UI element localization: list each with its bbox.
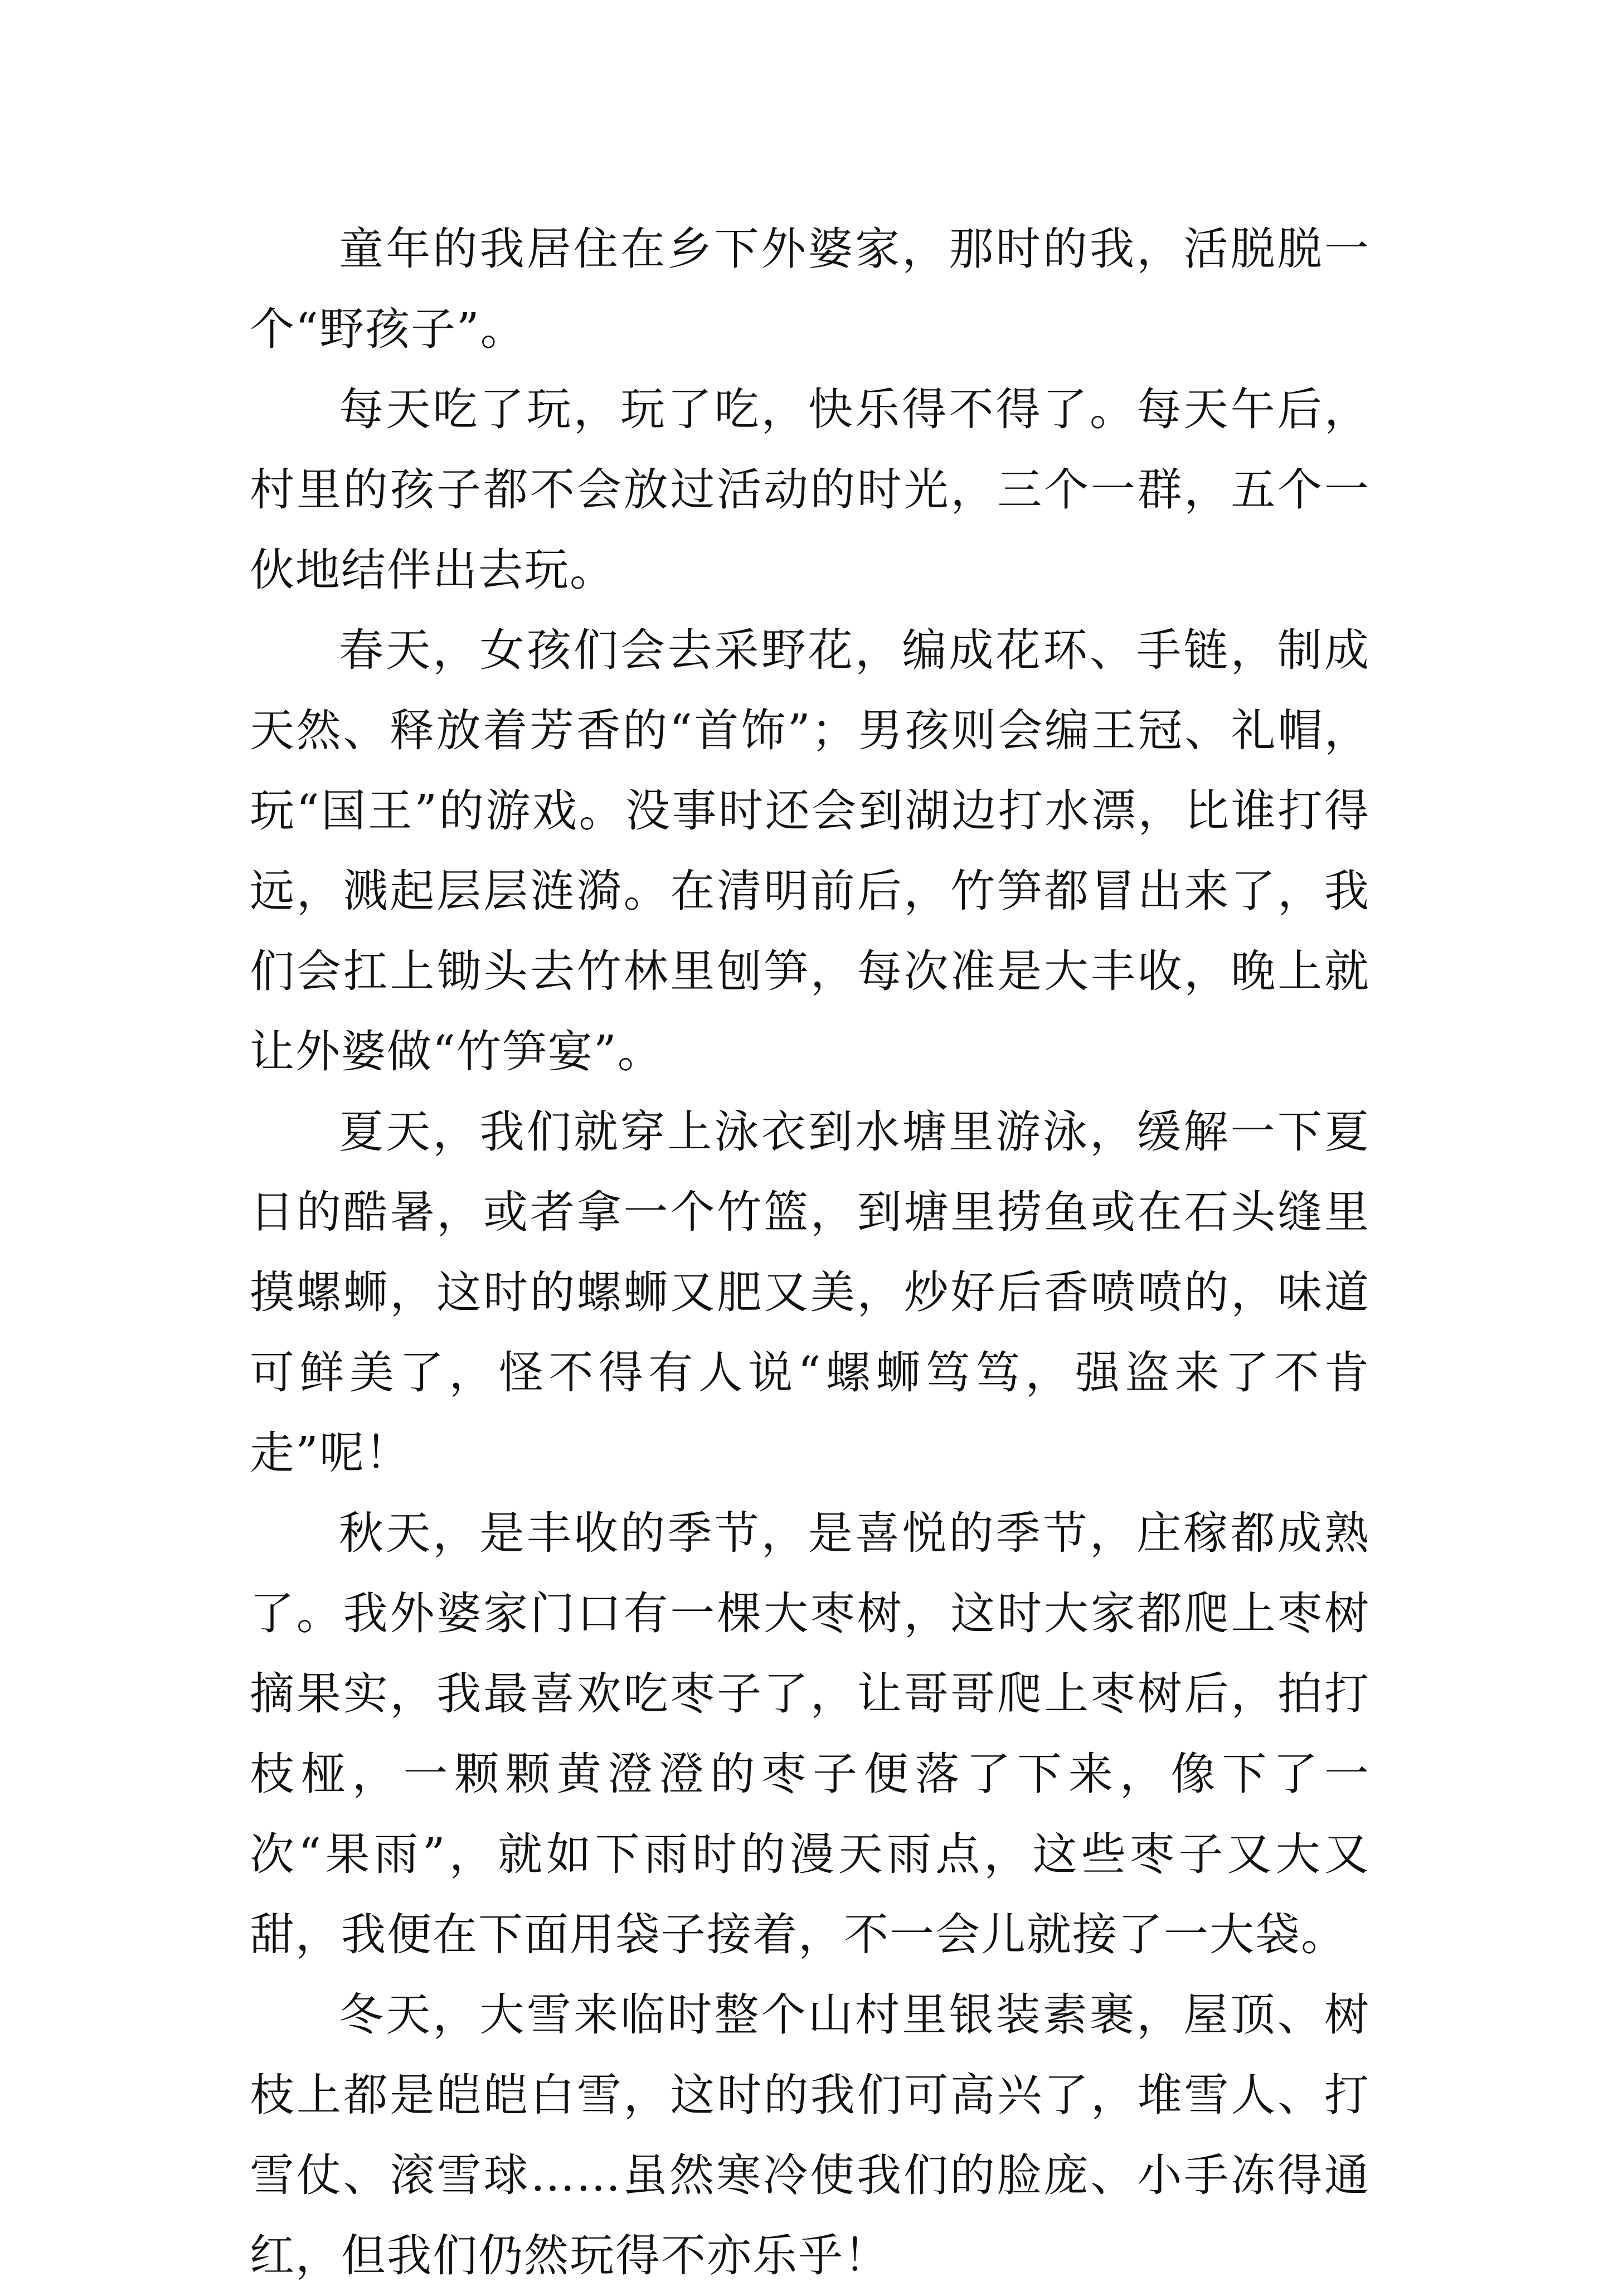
- paragraph-winter: 冬天，大雪来临时整个山村里银装素裹，屋顶、树枝上都是皑皑白雪，这时的我们可高兴了，堆雪人、打雪仗、滚雪球……虽然寒冷使我们的脸庞、小手冻得通红，但我们仍然玩得不亦乐乎！: [250, 1989, 1370, 2282]
- document-body: [250, 209, 1370, 2296]
- paragraph-spring: 春天，女孩们会去采野花，编成花环、手链，制成天然、释放着芳香的“首饰”；男孩则会编王冠、礼帽，玩“国王”的游戏。没事时还会到湖边打水漂，比谁打得远，溅起层层涟漪。在清明前后，竹笋都冒出来了，我们会扛上锄头去竹林里刨笋，每次准是大丰收，晚上就让外婆做“竹笋宴”。: [250, 624, 1370, 1077]
- paragraph-daily-play: 每天吃了玩，玩了吃，快乐得不得了。每天午后，村里的孩子都不会放过活动的时光，三个一群，五个一伙地结伴出去玩。: [250, 384, 1370, 596]
- paragraph-childhood-intro: 童年的我居住在乡下外婆家，那时的我，活脱脱一个“野孩子”。: [250, 223, 1370, 355]
- paragraph-summer: 夏天，我们就穿上泳衣到水塘里游泳，缓解一下夏日的酷暑，或者拿一个竹篮，到塘里捞鱼或在石头缝里摸螺蛳，这时的螺蛳又肥又美，炒好后香喷喷的，味道可鲜美了，怪不得有人说“螺蛳笃笃，强盗来了不肯走”呢！: [250, 1106, 1370, 1479]
- paragraph-autumn: 秋天，是丰收的季节，是喜悦的季节，庄稼都成熟了。我外婆家门口有一棵大枣树，这时大家都爬上枣树摘果实，我最喜欢吃枣子了，让哥哥爬上枣树后，拍打枝桠，一颗颗黄澄澄的枣子便落了下来，像下了一次“果雨”，就如下雨时的漫天雨点，这些枣子又大又甜，我便在下面用袋子接着，不一会儿就接了一大袋。: [250, 1507, 1370, 1960]
